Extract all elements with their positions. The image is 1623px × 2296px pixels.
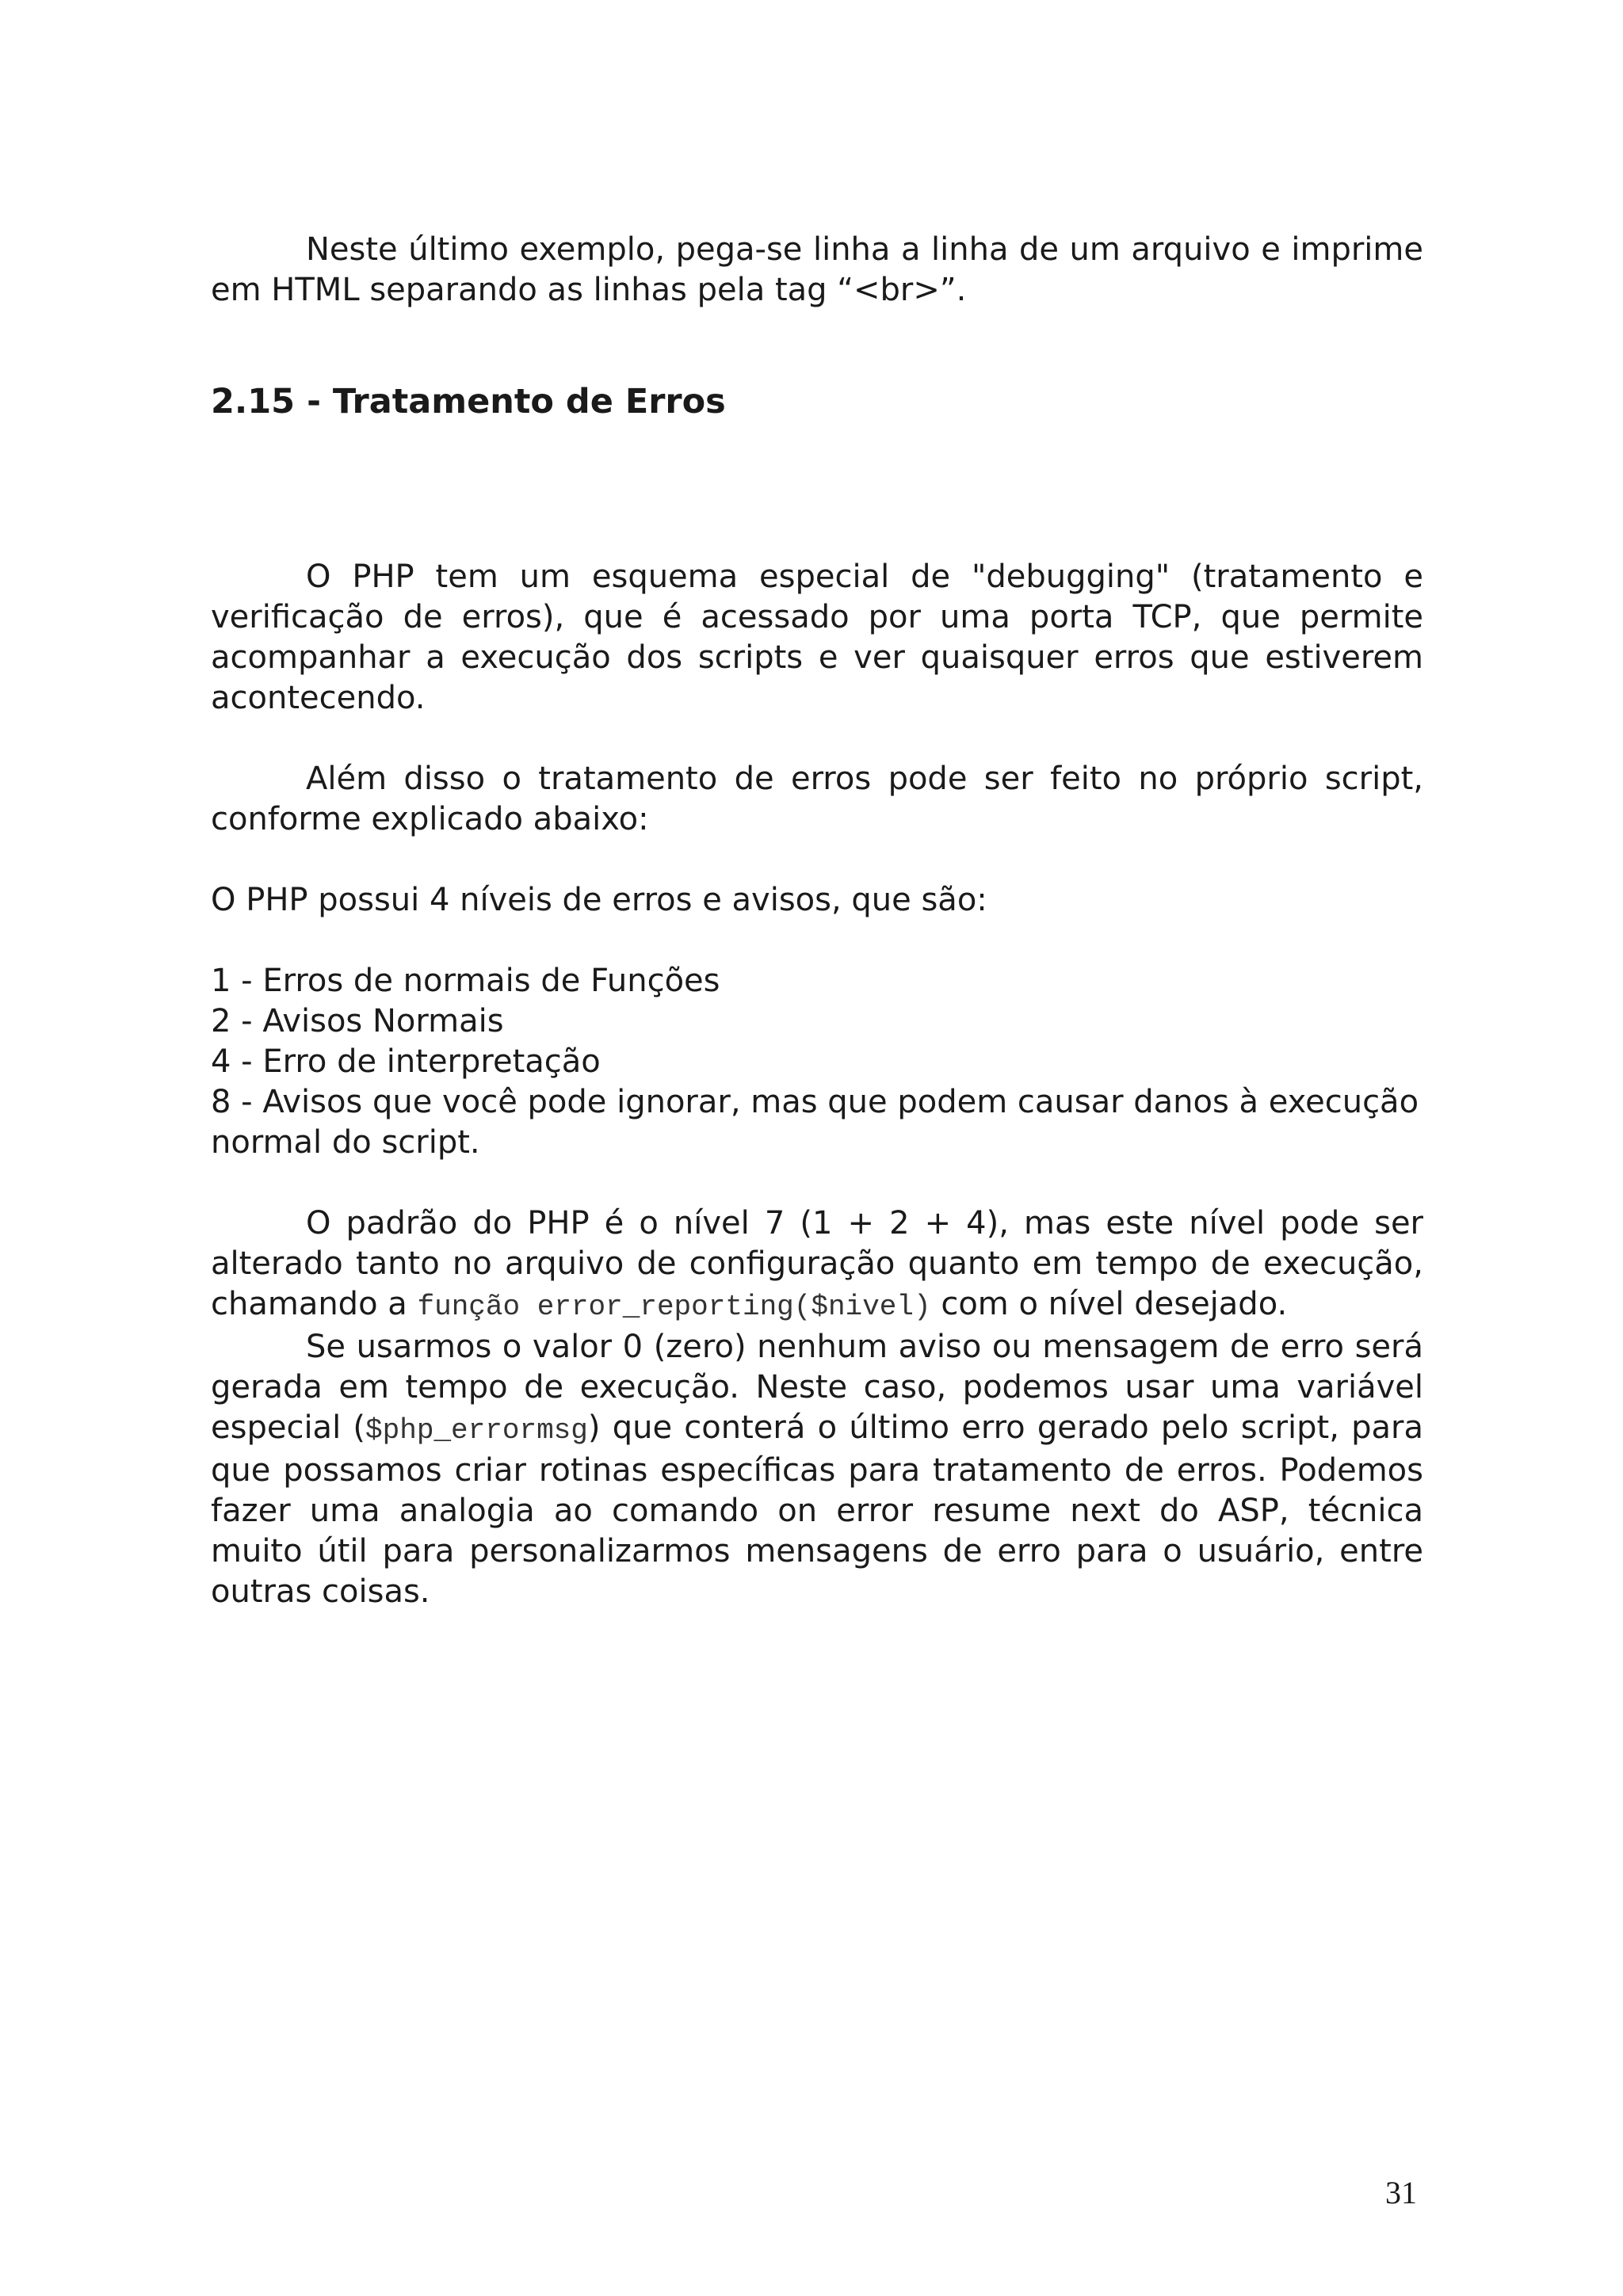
document-page (211, 230, 1423, 1612)
zero-level-paragraph (211, 1327, 1423, 1612)
section-heading: 2.15 - Tratamento de Erros (211, 382, 726, 421)
list-item: 4 - Erro de interpretação (211, 1043, 601, 1080)
debugging-paragraph: O PHP tem um esquema especial de "debugging" (tratamento e verificação de erros), que é acessado por uma porta TCP, que permite acompanhar a execução dos scripts e ver quaisquer erros que estiverem acontecendo. (211, 559, 1423, 716)
php-errormsg-code: $php_errormsg (365, 1414, 588, 1447)
intro-paragraph: Neste último exemplo, pega-se linha a linha de um arquivo e imprime em HTML separando as linhas pela tag “<br>”. (211, 231, 1423, 308)
levels-list (211, 961, 1423, 1163)
zero-level-text-end: ) que conterá o último erro gerado pelo script, para que possamos criar rotinas específicas para tratamento de erros. Podemos fazer uma analogia ao comando on error resume next do ASP, técnica muito útil para personalizarmos mensagens de erro para o usuário, entre outras coisas. (211, 1409, 1424, 1610)
script-paragraph: Além disso o tratamento de erros pode ser feito no próprio script, conforme explicado abaixo: (211, 761, 1423, 837)
default-level-paragraph (211, 1203, 1423, 1327)
levels-intro-paragraph: O PHP possui 4 níveis de erros e avisos, que são: (211, 882, 987, 918)
error-reporting-code: função error_reporting($nivel) (417, 1291, 931, 1323)
zero-level-text: Se usarmos o valor 0 (zero) nenhum aviso ou mensagem de erro será gerada em tempo de execução. Neste caso, podemos usar uma variável especial ( (211, 1329, 1423, 1446)
list-item: 1 - Erros de normais de Funções (211, 963, 720, 999)
default-level-text: O padrão do PHP é o nível 7 (1 + 2 + 4), mas este nível pode ser alterado tanto no arquivo de configuração quanto em tempo de execução, chamando a (211, 1205, 1423, 1322)
default-level-text-end: com o nível desejado. (930, 1286, 1288, 1322)
list-item: 2 - Avisos Normais (211, 1003, 504, 1039)
page-number: 31 (1385, 2175, 1417, 2210)
list-item: 8 - Avisos que você pode ignorar, mas que podem causar danos à execução normal do script. (211, 1084, 1419, 1161)
